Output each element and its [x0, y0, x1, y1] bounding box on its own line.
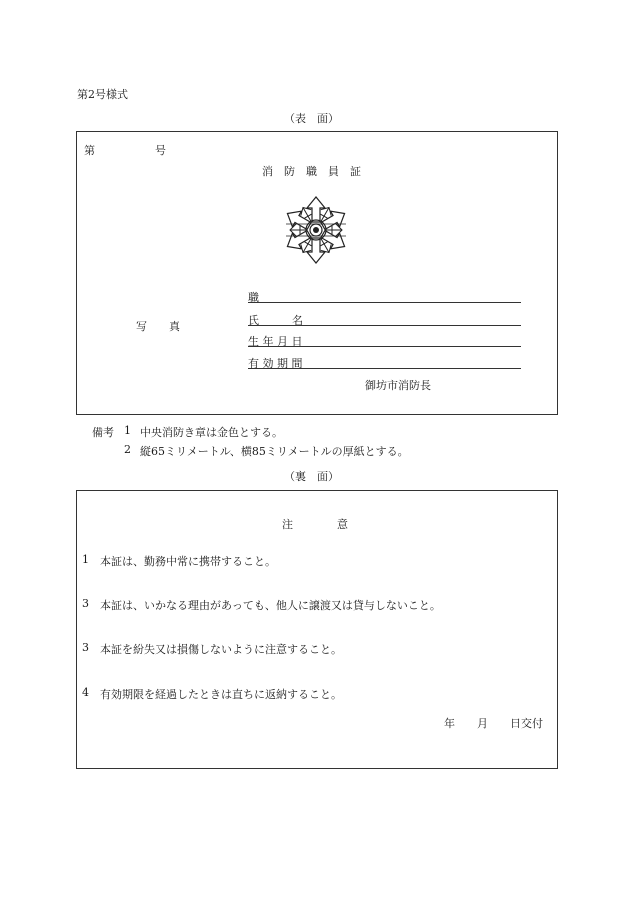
back-heading: （裏 面）	[284, 470, 339, 483]
back-title: 注 意	[282, 518, 348, 531]
instruction-1-number: 1	[82, 553, 89, 566]
instruction-2-number: 3	[82, 597, 89, 610]
form-label: 第2号様式	[77, 88, 128, 101]
issuer: 御坊市消防長	[365, 379, 431, 392]
field-validity-line	[248, 368, 521, 369]
card-title: 消 防 職 員 証	[262, 165, 361, 178]
issue-date-line: 年 月 日交付	[444, 717, 543, 730]
instruction-4-text: 有効期限を経過したときは直ちに返納すること。	[100, 688, 342, 701]
photo-label: 写 真	[136, 320, 180, 333]
note-2-number: 2	[124, 443, 131, 456]
note-1-number: 1	[124, 424, 131, 437]
front-heading: （表 面）	[284, 112, 339, 125]
note-1-text: 中央消防き章は金色とする。	[140, 426, 283, 439]
fire-department-emblem-icon	[283, 195, 349, 265]
card-number-prefix: 第	[84, 144, 95, 157]
field-position-line	[248, 302, 521, 303]
note-2-text: 縦65ミリメートル、横85ミリメートルの厚紙とする。	[140, 445, 409, 458]
field-position-label: 職	[248, 291, 259, 304]
instruction-1-text: 本証は、勤務中常に携帯すること。	[100, 555, 276, 568]
instruction-4-number: 4	[82, 686, 89, 699]
field-validity-label: 有 効 期 間	[248, 357, 303, 370]
instruction-3-number: 3	[82, 641, 89, 654]
instruction-2-text: 本証は、いかなる理由があっても、他人に譲渡又は貸与しないこと。	[100, 599, 441, 612]
field-name-line	[248, 325, 521, 326]
field-birthdate-label: 生 年 月 日	[248, 335, 303, 348]
instruction-3-text: 本証を紛失又は損傷しないように注意すること。	[100, 643, 342, 656]
card-number-suffix: 号	[155, 144, 166, 157]
field-birthdate-line	[248, 346, 521, 347]
notes-label: 備考	[92, 426, 114, 439]
field-name-label: 氏 名	[248, 314, 303, 327]
